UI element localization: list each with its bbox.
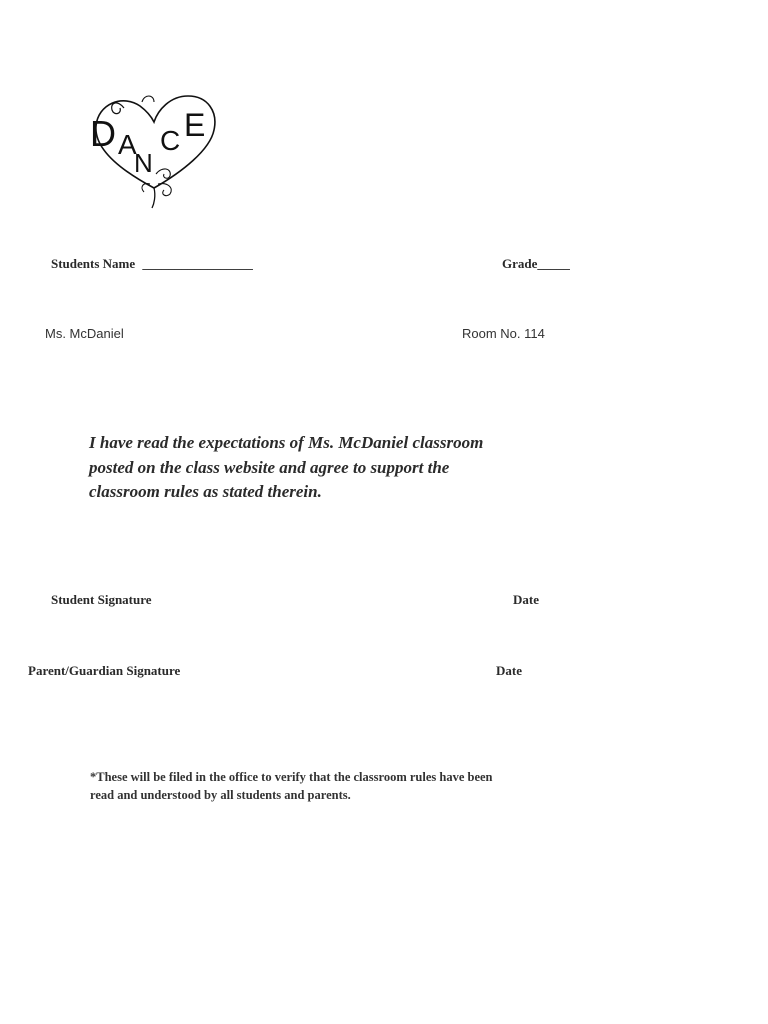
statement-line: I have read the expectations of Ms. McDaniel classroom (89, 433, 484, 452)
students-name-text: Students Name (51, 256, 136, 271)
statement-line: posted on the class website and agree to support the (89, 457, 450, 477)
svg-text:A: A (118, 129, 137, 160)
footnote-line: *These will be filed in the office to verify that the classroom rules have been (90, 770, 493, 784)
statement-line: classroom rules as stated therein. (89, 482, 322, 501)
students-name-blank[interactable]: _________________ (142, 256, 253, 271)
svg-text:E: E (184, 107, 206, 143)
agreement-statement (89, 431, 559, 505)
student-signature-label: Student Signature (51, 592, 152, 607)
dance-heart-logo (84, 88, 224, 212)
svg-text:D: D (90, 113, 116, 154)
room-number: Room No. 114 (462, 326, 545, 341)
svg-text:C: C (160, 125, 181, 156)
parent-date-label: Date (496, 663, 522, 678)
teacher-name: Ms. McDaniel (45, 326, 124, 341)
parent-signature-label: Parent/Guardian Signature (28, 663, 181, 678)
heart-icon (84, 88, 224, 212)
student-date-label: Date (513, 592, 539, 607)
svg-text:N: N (134, 148, 153, 178)
students-name-label (51, 256, 253, 272)
grade-field[interactable]: Grade_____ (502, 256, 570, 271)
footnote (90, 768, 560, 804)
footnote-line: read and understood by all students and parents. (90, 788, 351, 802)
